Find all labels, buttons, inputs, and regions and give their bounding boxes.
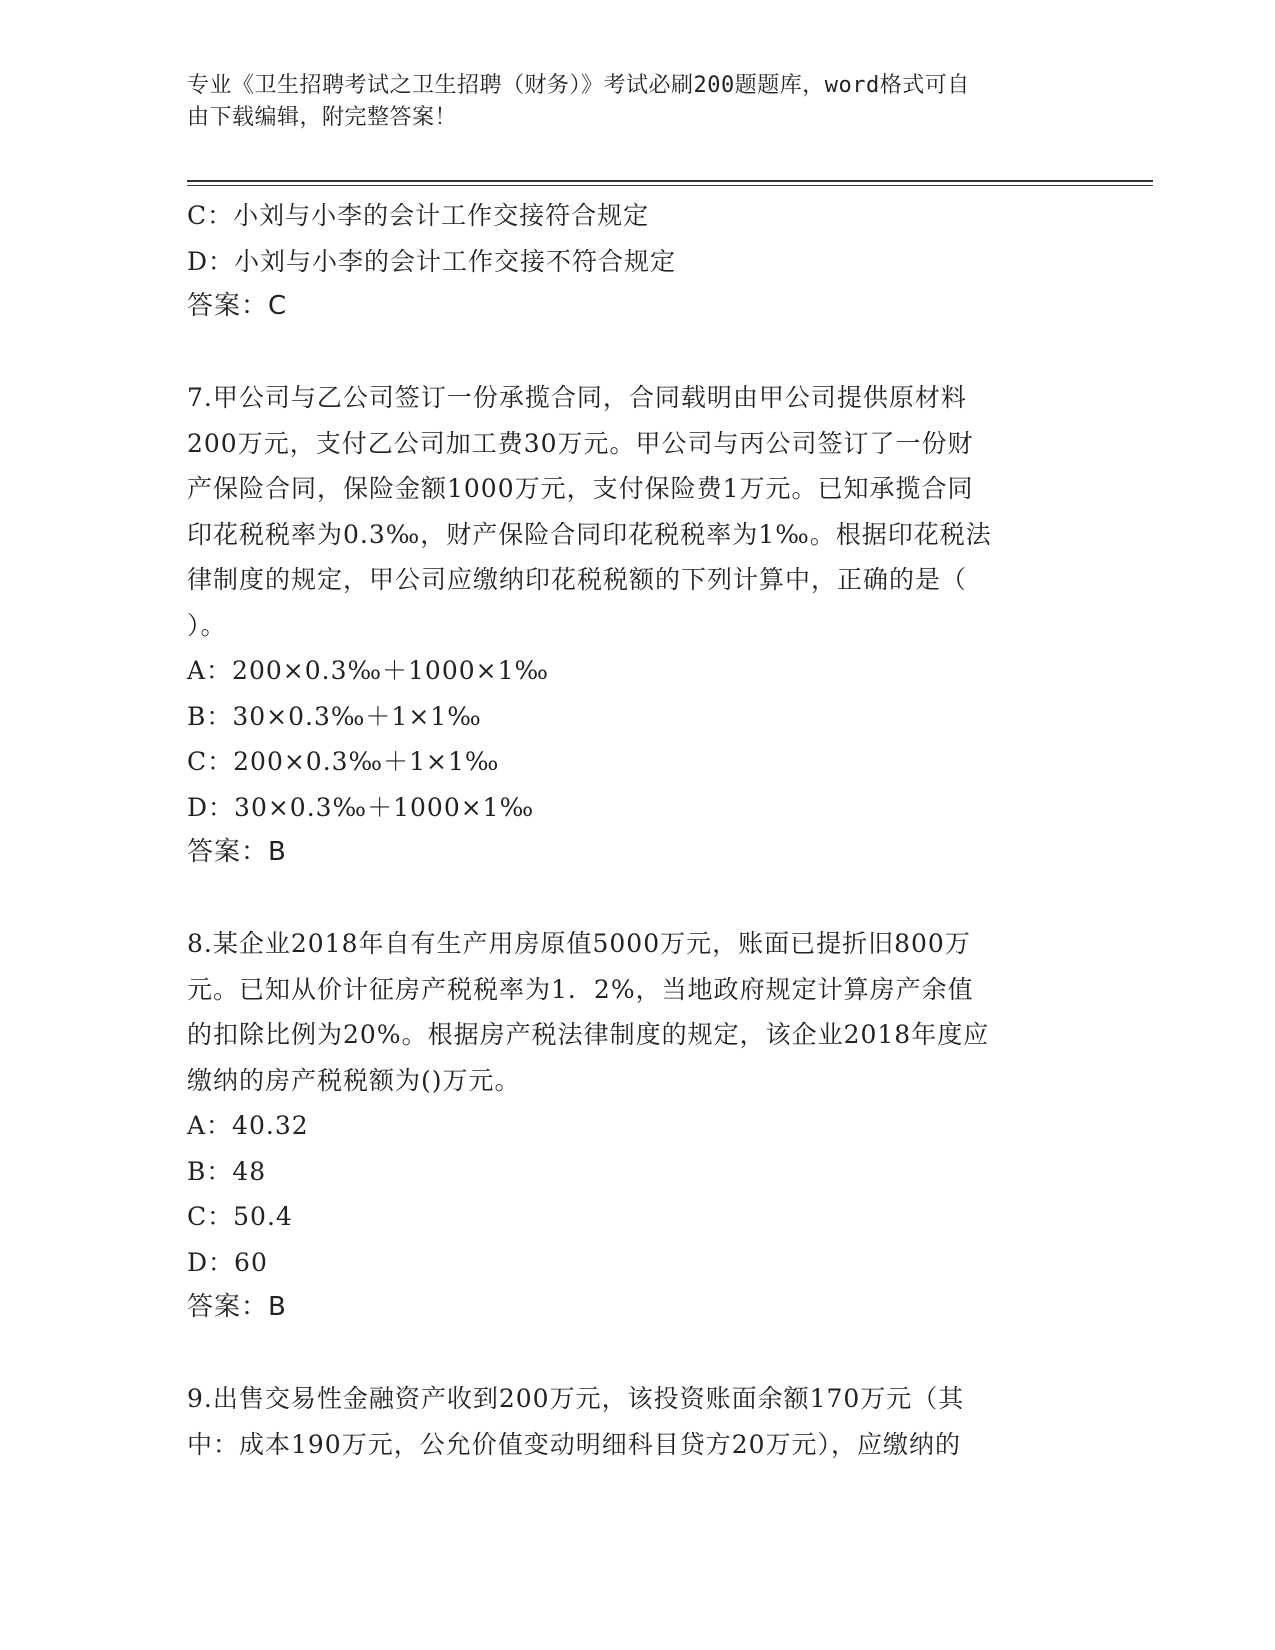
q7-stem-line: 200万元，支付乙公司加工费30万元。甲公司与丙公司签订了一份财 xyxy=(187,428,974,458)
spacer xyxy=(187,330,1087,376)
q7-option-b: B：30×0.3‰＋1×1‰ xyxy=(187,701,482,731)
q7-stem-line: 印花税税率为0.3‰，财产保险合同印花税税率为1‰。根据印花税法 xyxy=(187,519,992,549)
q7-stem-line: 律制度的规定，甲公司应缴纳印花税税额的下列计算中，正确的是（ xyxy=(187,565,968,594)
header-title-line2: 由下载编辑，附完整答案！ xyxy=(187,105,458,130)
q7-answer: 答案：B xyxy=(187,837,287,867)
q8-stem-line: 缴纳的房产税税额为()万元。 xyxy=(187,1065,521,1095)
q7-stem-line: 产保险合同，保险金额1000万元，支付保险费1万元。已知承揽合同 xyxy=(187,474,974,503)
spacer xyxy=(187,1331,1087,1377)
q8-stem-line: 8.某企业2018年自有生产用房原值5000万元，账面已提折旧800万 xyxy=(187,929,971,958)
q9-stem-line: 中：成本190万元，公允价值变动明细科目贷方20万元），应缴纳的 xyxy=(187,1429,962,1459)
q8-option-a: A：40.32 xyxy=(187,1111,309,1140)
spacer xyxy=(187,876,1087,922)
q7-stem-line: ）。 xyxy=(187,610,227,640)
q8-stem xyxy=(187,921,1087,1103)
document-header xyxy=(187,70,1087,134)
q6-option-d: D：小刘与小李的会计工作交接不符合规定 xyxy=(187,246,677,276)
q7-option-c: C：200×0.3‰＋1×1‰ xyxy=(187,747,500,776)
q8-answer: 答案：B xyxy=(187,1292,287,1322)
q9-stem xyxy=(187,1376,1087,1467)
q8-option-c: C：50.4 xyxy=(187,1202,293,1231)
document-body xyxy=(187,193,1087,1467)
q6-answer: 答案：C xyxy=(187,291,288,321)
q7-option-a: A：200×0.3‰＋1000×1‰ xyxy=(187,656,550,685)
q7-stem xyxy=(187,375,1087,648)
q8-option-b: B：48 xyxy=(187,1156,267,1186)
q6-option-c: C：小刘与小李的会计工作交接符合规定 xyxy=(187,201,650,230)
header-title-line1: 专业《卫生招聘考试之卫生招聘（财务）》考试必刷200题题库，word格式可自 xyxy=(187,73,970,98)
q8-stem-line: 元。已知从价计征房产税税率为1．2%，当地政府规定计算房产余值 xyxy=(187,974,974,1004)
q7-option-d: D：30×0.3‰＋1000×1‰ xyxy=(187,792,535,822)
q8-option-d: D：60 xyxy=(187,1247,268,1277)
q7-stem-line: 7.甲公司与乙公司签订一份承揽合同，合同载明由甲公司提供原材料 xyxy=(187,383,967,412)
q9-stem-line: 9.出售交易性金融资产收到200万元，该投资账面余额170万元（其 xyxy=(187,1384,965,1413)
q8-stem-line: 的扣除比例为20%。根据房产税法律制度的规定，该企业2018年度应 xyxy=(187,1020,990,1049)
header-divider xyxy=(187,180,1153,186)
